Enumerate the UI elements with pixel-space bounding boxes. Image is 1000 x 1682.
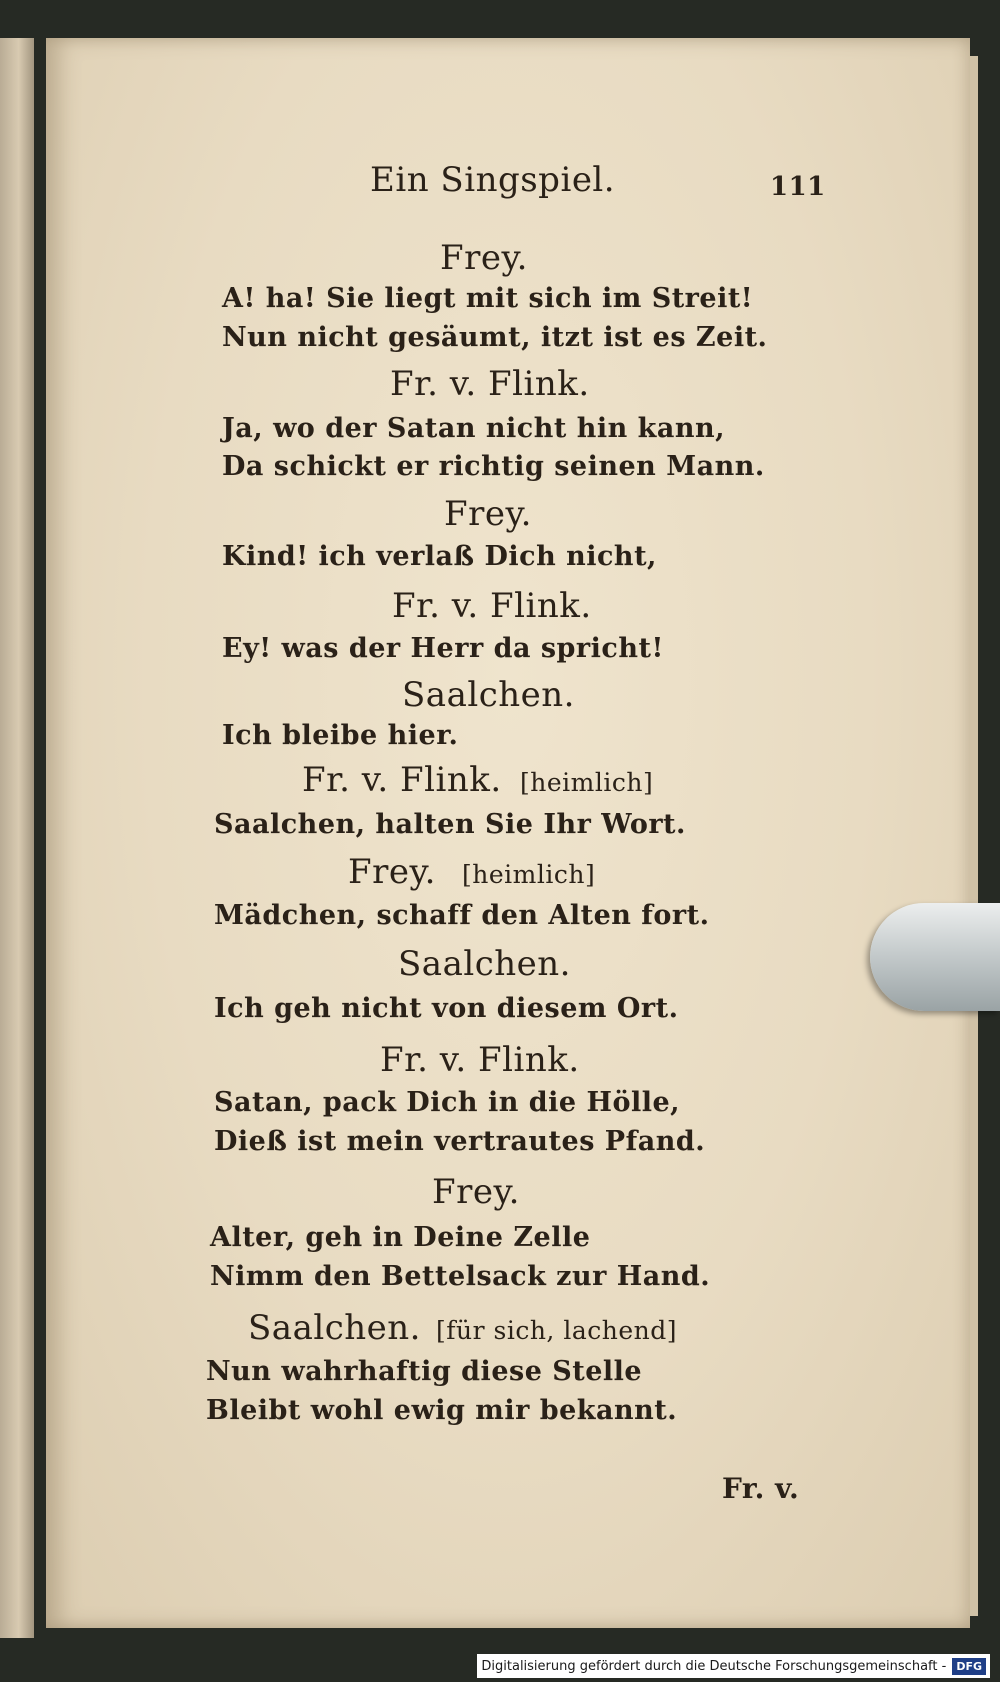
digitization-credit (477, 1654, 990, 1678)
verse-line: Ich geh nicht von diesem Ort. (214, 993, 679, 1024)
speaker-label: Fr. v. Flink. (390, 364, 590, 404)
verse-line: Nimm den Bettelsack zur Hand. (210, 1261, 711, 1292)
catchword: Fr. v. (722, 1472, 800, 1505)
stage-direction: [für sich, lachend] (436, 1316, 677, 1345)
verse-line: Bleibt wohl ewig mir bekannt. (206, 1395, 678, 1426)
speaker-label: Saalchen. (398, 944, 571, 984)
verse-line: Mädchen, schaff den Alten fort. (214, 900, 710, 931)
running-header: Ein Singspiel. (370, 160, 616, 200)
speaker-label: Frey. (440, 238, 528, 278)
verse-line: Alter, geh in Deine Zelle (210, 1222, 591, 1253)
verse-line: Nun wahrhaftig diese Stelle (206, 1356, 643, 1387)
verse-line: Dieß ist mein vertrautes Pfand. (214, 1126, 706, 1157)
verse-line: Satan, pack Dich in die Hölle, (214, 1087, 681, 1118)
speaker-label: Fr. v. Flink. (302, 760, 502, 800)
verse-line: Ja, wo der Satan nicht hin kann, (222, 413, 726, 444)
speaker-label: Saalchen. (248, 1308, 421, 1348)
stage-direction: [heimlich] (520, 768, 654, 797)
speaker-label: Frey. (432, 1172, 520, 1212)
speaker-label: Fr. v. Flink. (380, 1040, 580, 1080)
dfg-logo: DFG (952, 1658, 986, 1675)
credit-text: Digitalisierung gefördert durch die Deutsche Forschungsgemeinschaft - (481, 1658, 947, 1674)
verse-line: Kind! ich verlaß Dich nicht, (222, 541, 657, 572)
verse-line: Saalchen, halten Sie Ihr Wort. (214, 809, 686, 840)
verse-line: Nun nicht gesäumt, itzt ist es Zeit. (222, 322, 768, 353)
speaker-label: Saalchen. (402, 675, 575, 715)
verse-line: Ey! was der Herr da spricht! (222, 633, 664, 664)
speaker-label: Fr. v. Flink. (392, 586, 592, 626)
speaker-label: Frey. (348, 852, 436, 892)
verse-line: A! ha! Sie liegt mit sich im Streit! (222, 283, 754, 314)
verse-line: Da schickt er richtig seinen Mann. (222, 451, 765, 482)
page-number: 111 (770, 172, 826, 202)
verse-line: Ich bleibe hier. (222, 720, 459, 751)
stage-direction: [heimlich] (462, 860, 596, 889)
speaker-label: Frey. (444, 494, 532, 534)
